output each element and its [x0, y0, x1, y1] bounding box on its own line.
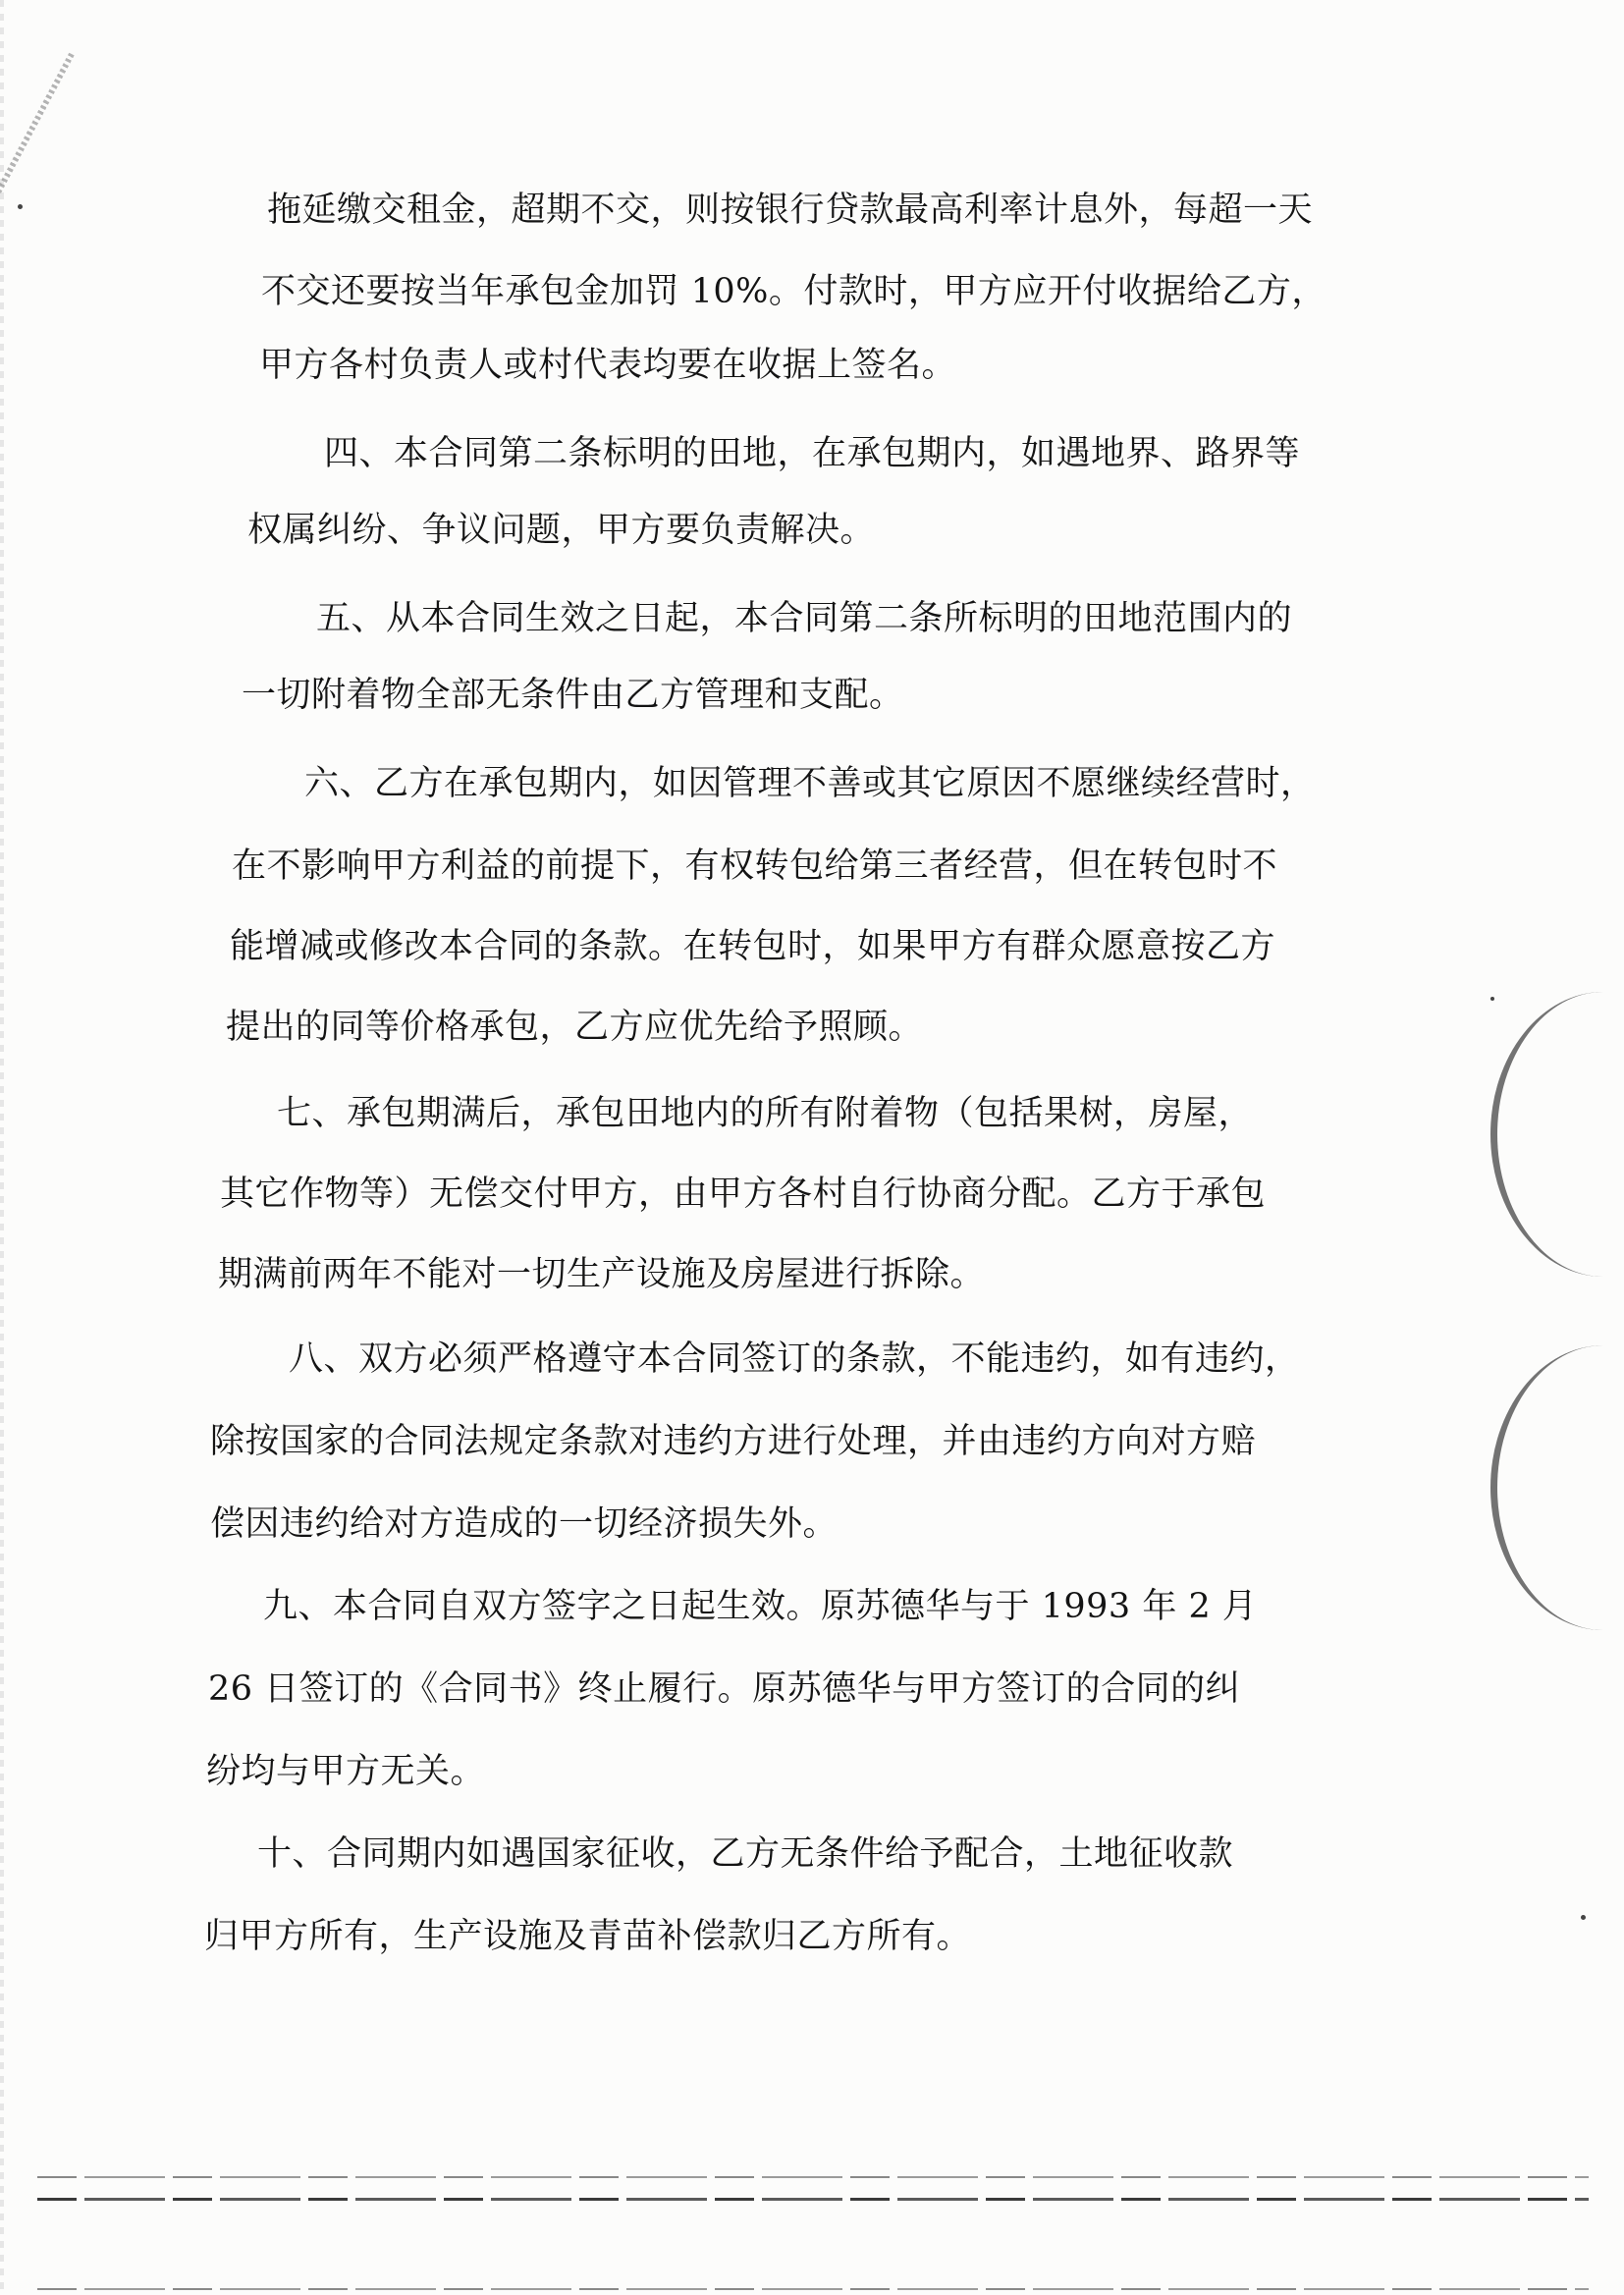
text-line: 归甲方所有，生产设施及青苗补偿款归乙方所有。	[204, 1917, 972, 1956]
bottom-edge-rule	[37, 2288, 1589, 2290]
text-line: 偿因违约给对方造成的一切经济损失外。	[210, 1504, 839, 1544]
text-line: 九、本合同自双方签字之日起生效。原苏德华与于 1993 年 2 月	[263, 1587, 1258, 1626]
seal-fragment-lower	[1490, 1345, 1603, 1630]
text-line: 四、本合同第二条标明的田地，在承包期内，如遇地界、路界等	[324, 434, 1301, 473]
text-line: 八、双方必须严格遵守本合同签订的条款，不能违约，如有违约，	[289, 1339, 1300, 1379]
text-line: 在不影响甲方利益的前提下，有权转包给第三者经营，但在转包时不	[232, 847, 1278, 886]
text-line: 一切附着物全部无条件由乙方管理和支配。	[242, 676, 904, 715]
footer-rule	[37, 2176, 1589, 2178]
text-line: 拖延缴交租金，超期不交，则按银行贷款最高利率计息外，每超一天	[267, 191, 1314, 230]
scan-speck	[1581, 1915, 1586, 1920]
text-line: 纷均与甲方无关。	[206, 1752, 486, 1791]
text-line: 能增减或修改本合同的条款。在转包时，如果甲方有群众愿意按乙方	[230, 927, 1276, 966]
text-line: 其它作物等）无偿交付甲方，由甲方各村自行协商分配。乙方于承包	[220, 1175, 1267, 1214]
text-line: 十、合同期内如遇国家征收，乙方无条件给予配合，土地征收款	[257, 1834, 1234, 1874]
scan-scratch-mark	[0, 53, 75, 259]
text-line: 权属纠纷、争议问题，甲方要负责解决。	[247, 511, 876, 550]
text-line: 甲方各村负责人或村代表均要在收据上签名。	[259, 346, 957, 385]
text-line: 26 日签订的《合同书》终止履行。原苏德华与甲方签订的合同的纠	[208, 1669, 1241, 1709]
text-line: 六、乙方在承包期内，如因管理不善或其它原因不愿继续经营时，	[304, 764, 1316, 803]
footer-rule	[37, 2198, 1589, 2201]
text-line: 除按国家的合同法规定条款对违约方进行处理，并由违约方向对方赔	[210, 1422, 1257, 1461]
scan-edge-artifact	[0, 0, 4, 2295]
scan-speck	[1490, 997, 1494, 1001]
seal-fragment-upper	[1490, 992, 1603, 1277]
text-line: 五、从本合同生效之日起，本合同第二条所标明的田地范围内的	[316, 599, 1293, 638]
text-line: 期满前两年不能对一切生产设施及房屋进行拆除。	[218, 1255, 986, 1294]
text-line: 不交还要按当年承包金加罚 10%。付款时，甲方应开付收据给乙方，	[261, 272, 1326, 311]
text-line: 七、承包期满后，承包田地内的所有附着物（包括果树，房屋，	[277, 1094, 1254, 1133]
text-line: 提出的同等价格承包，乙方应优先给予照顾。	[226, 1008, 924, 1047]
scan-speck	[18, 204, 23, 209]
